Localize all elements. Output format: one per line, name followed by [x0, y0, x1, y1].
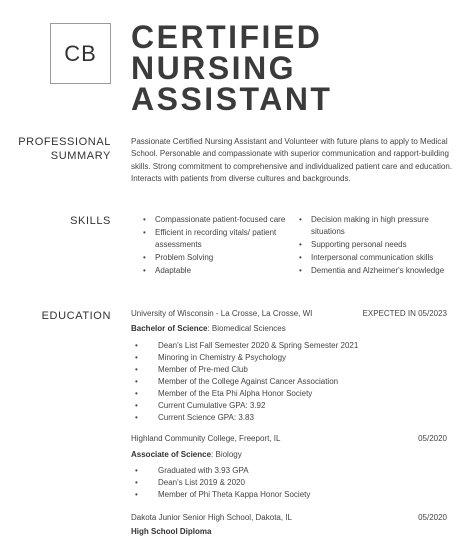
education-detail-item: • Member of Pre-med Club — [131, 364, 358, 376]
skill-item: • Adaptable — [140, 265, 290, 277]
education-detail-item: • Graduated with 3.93 GPA — [131, 465, 310, 477]
degree-field: : Biology — [211, 450, 242, 459]
section-label-line: PROFESSIONAL — [18, 136, 111, 148]
degree-name: Bachelor of Science — [131, 324, 208, 333]
degree-name: High School Diploma — [131, 527, 212, 536]
section-label-summary — [14, 135, 111, 163]
title-line: CERTIFIED — [131, 19, 323, 55]
education-detail-item: • Minoring in Chemistry & Psychology — [131, 352, 358, 364]
skills-column-right — [296, 214, 456, 278]
education-details-list — [131, 465, 310, 501]
skill-item: • Efficient in recording vitals/ patient assessments — [140, 227, 290, 251]
education-detail-item: • Current Cumulative GPA: 3.92 — [131, 400, 358, 412]
section-label-skills: SKILLS — [70, 215, 111, 227]
monogram-initials: CB — [64, 40, 97, 66]
monogram-box — [50, 23, 111, 84]
resume-title — [131, 19, 461, 117]
education-detail-item: • Current Science GPA: 3.83 — [131, 412, 358, 424]
degree-line — [131, 323, 286, 335]
title-line: NURSING — [131, 50, 297, 86]
education-detail-item: • Dean's List Fall Semester 2020 & Spring Semester 2021 — [131, 340, 358, 352]
skill-item: • Problem Solving — [140, 252, 290, 264]
section-label-line: SUMMARY — [50, 150, 111, 162]
graduation-date: 05/2020 — [418, 513, 447, 522]
education-detail-item: • Member of the College Against Cancer Association — [131, 376, 358, 388]
school-name: University of Wisconsin - La Crosse, La Crosse, WI — [131, 309, 313, 318]
education-details-list — [131, 340, 358, 424]
degree-line — [131, 526, 211, 538]
education-detail-item: • Member of Phi Theta Kappa Honor Society — [131, 489, 310, 501]
title-line: ASSISTANT — [131, 81, 333, 117]
skill-item: • Supporting personal needs — [296, 239, 456, 251]
summary-text: Passionate Certified Nursing Assistant and Volunteer with future plans to apply to Medical School. Personable and compassionate with superior communication and rapport-building skills. Strong commitment to comprehensive and individualized patient care and education. Interacts with patients from diverse cultures and backgrounds. — [131, 137, 453, 183]
education-detail-item: • Member of the Eta Phi Alpha Honor Society — [131, 388, 358, 400]
skill-item: • Interpersonal communication skills — [296, 252, 456, 264]
education-entry-header — [131, 433, 447, 445]
section-label-education: EDUCATION — [41, 310, 111, 322]
skill-item: • Decision making in high pressure situations — [296, 214, 456, 238]
graduation-date: 05/2020 — [418, 434, 447, 443]
school-name: Dakota Junior Senior High School, Dakota, IL — [131, 513, 292, 522]
degree-line — [131, 449, 242, 461]
skill-item: • Compassionate patient-focused care — [140, 214, 290, 226]
graduation-date: EXPECTED IN 05/2023 — [362, 309, 447, 318]
education-entry-header — [131, 308, 447, 320]
skill-item: • Dementia and Alzheimer's knowledge — [296, 265, 456, 277]
skills-column-left — [140, 214, 290, 278]
degree-field: : Biomedical Sciences — [207, 324, 286, 333]
education-entry-header — [131, 512, 447, 524]
school-name: Highland Community College, Freeport, IL — [131, 434, 281, 443]
degree-name: Associate of Science — [131, 450, 212, 459]
education-detail-item: • Dean's List 2019 & 2020 — [131, 477, 310, 489]
